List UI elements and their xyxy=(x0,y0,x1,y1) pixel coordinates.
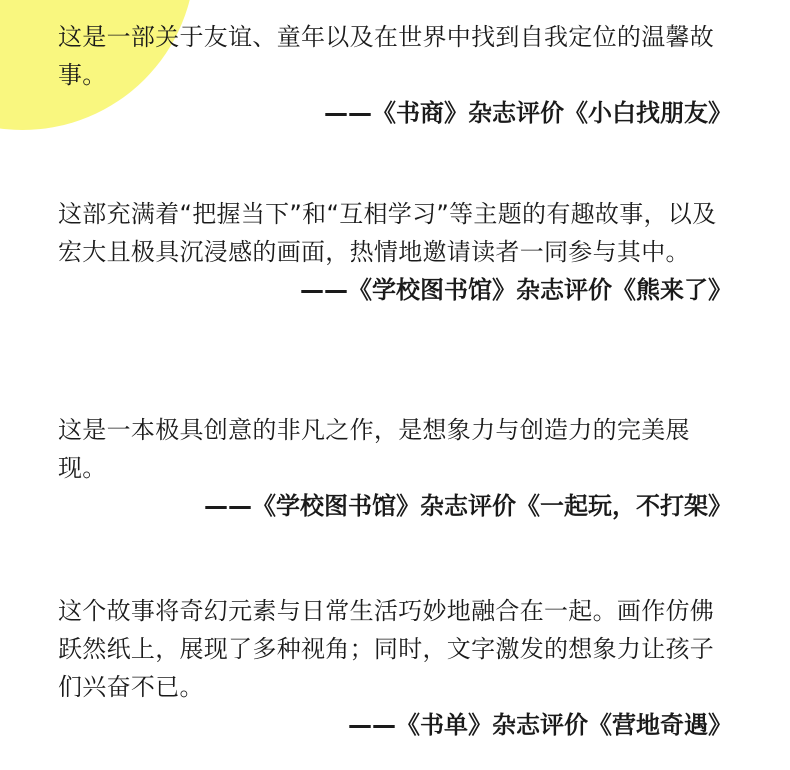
review-source: ——《书商》杂志评价《小白找朋友》 xyxy=(324,99,732,127)
review-quote: 这部充满着“把握当下”和“互相学习”等主题的有趣故事，以及宏大且极具沉浸感的画面，热情地邀请读者一同参与其中。 xyxy=(58,200,717,266)
review-quote: 这个故事将奇幻元素与日常生活巧妙地融合在一起。画作仿佛跃然纸上，展现了多种视角；同时，文字激发的想象力让孩子们兴奋不已。 xyxy=(58,597,715,701)
review-source: ——《学校图书馆》杂志评价《熊来了》 xyxy=(300,276,732,304)
review-source: ——《书单》杂志评价《营地奇遇》 xyxy=(348,711,732,739)
review-block xyxy=(58,592,738,744)
review-quote: 这是一部关于友谊、童年以及在世界中找到自我定位的温馨故事。 xyxy=(58,23,715,89)
review-quote: 这是一本极具创意的非凡之作，是想象力与创造力的完美展现。 xyxy=(58,416,690,482)
review-block xyxy=(58,195,738,309)
review-block xyxy=(58,411,738,525)
review-source: ——《学校图书馆》杂志评价《一起玩，不打架》 xyxy=(204,492,732,520)
review-block xyxy=(58,18,738,132)
